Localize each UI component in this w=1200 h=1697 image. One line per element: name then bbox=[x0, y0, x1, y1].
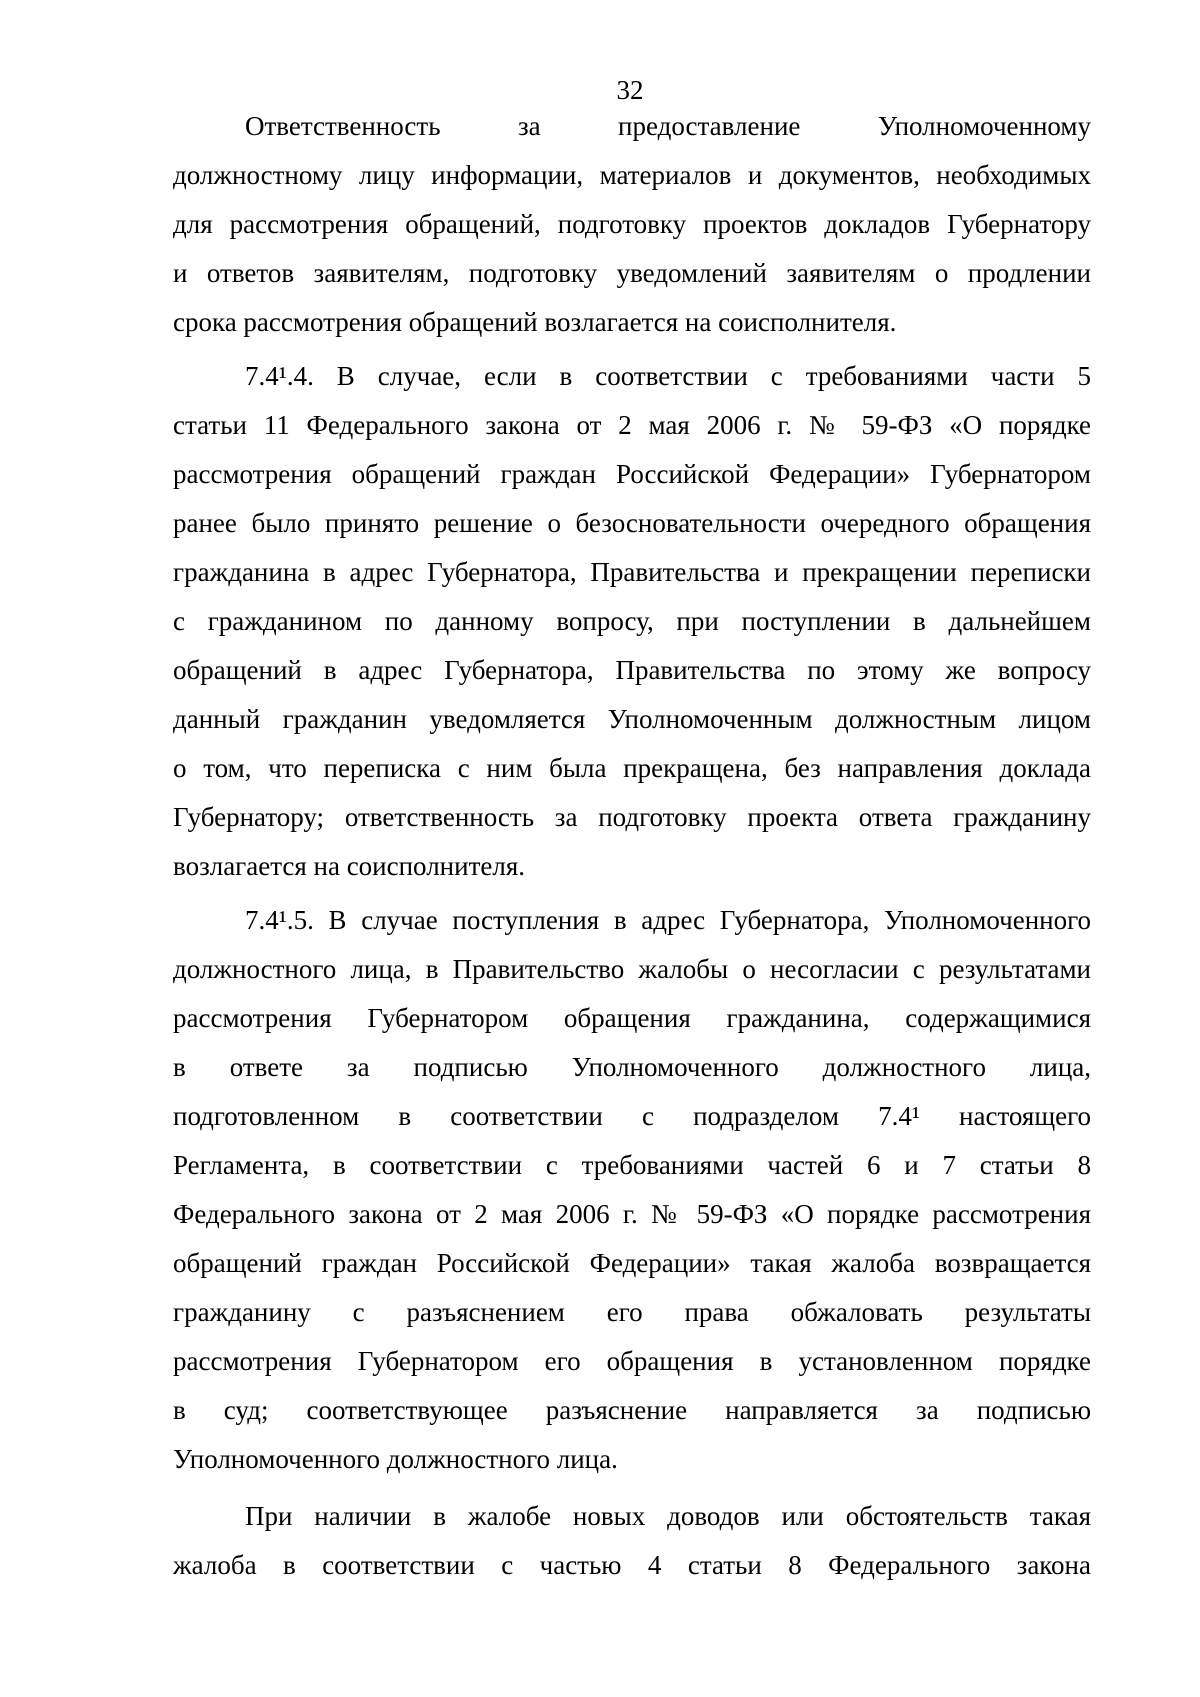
text-line: данный гражданин уведомляется Уполномоченным должностным лицом bbox=[173, 704, 1091, 734]
page-number: 32 bbox=[616, 75, 644, 105]
text-line: обращений в адрес Губернатора, Правительства по этому же вопросу bbox=[173, 655, 1091, 685]
text-line: 7.4¹.4. В случае, если в соответствии с требованиями части 5 bbox=[245, 361, 1091, 391]
text-line: должностного лица, в Правительство жалобы о несогласии с результатами bbox=[173, 954, 1091, 984]
text-line: возлагается на соисполнителя. bbox=[173, 851, 526, 881]
text-line: в суд; соответствующее разъяснение направляется за подписью bbox=[173, 1395, 1091, 1425]
text-line: жалоба в соответствии с частью 4 статьи 8 Федерального закона bbox=[173, 1550, 1091, 1580]
text-line: Уполномоченного должностного лица. bbox=[173, 1444, 618, 1474]
text-line: рассмотрения Губернатором его обращения в установленном порядке bbox=[173, 1346, 1091, 1376]
text-line: обращений граждан Российской Федерации» такая жалоба возвращается bbox=[173, 1248, 1091, 1278]
text-line: в ответе за подписью Уполномоченного должностного лица, bbox=[173, 1052, 1091, 1082]
text-line: Федерального закона от 2 мая 2006 г. № 59-ФЗ «О порядке рассмотрения bbox=[173, 1199, 1091, 1229]
text-line: и ответов заявителям, подготовку уведомлений заявителям о продлении bbox=[173, 258, 1091, 288]
text-line: о том, что переписка с ним была прекращена, без направления доклада bbox=[173, 753, 1091, 783]
text-line: рассмотрения обращений граждан Российской Федерации» Губернатором bbox=[173, 459, 1091, 489]
text-line: статьи 11 Федерального закона от 2 мая 2006 г. № 59-ФЗ «О порядке bbox=[173, 410, 1091, 440]
text-line: Губернатору; ответственность за подготовку проекта ответа гражданину bbox=[173, 802, 1091, 832]
text-line: 7.4¹.5. В случае поступления в адрес Губернатора, Уполномоченного bbox=[245, 905, 1091, 935]
text-line: рассмотрения Губернатором обращения гражданина, содержащимися bbox=[173, 1003, 1091, 1033]
text-line: срока рассмотрения обращений возлагается на соисполнителя. bbox=[173, 307, 897, 337]
text-line: Ответственность за предоставление Уполномоченному bbox=[245, 111, 1091, 141]
text-line: гражданину с разъяснением его права обжаловать результаты bbox=[173, 1297, 1091, 1327]
text-line: При наличии в жалобе новых доводов или обстоятельств такая bbox=[245, 1501, 1091, 1531]
text-line: подготовленном в соответствии с подразделом 7.4¹ настоящего bbox=[173, 1101, 1091, 1131]
text-line: ранее было принято решение о безосновательности очередного обращения bbox=[173, 508, 1091, 538]
text-line: гражданина в адрес Губернатора, Правительства и прекращении переписки bbox=[173, 557, 1091, 587]
text-line: должностному лицу информации, материалов и документов, необходимых bbox=[173, 160, 1091, 190]
text-line: Регламента, в соответствии с требованиями частей 6 и 7 статьи 8 bbox=[173, 1150, 1091, 1180]
text-line: для рассмотрения обращений, подготовку проектов докладов Губернатору bbox=[173, 209, 1091, 239]
text-line: с гражданином по данному вопросу, при поступлении в дальнейшем bbox=[173, 606, 1091, 636]
